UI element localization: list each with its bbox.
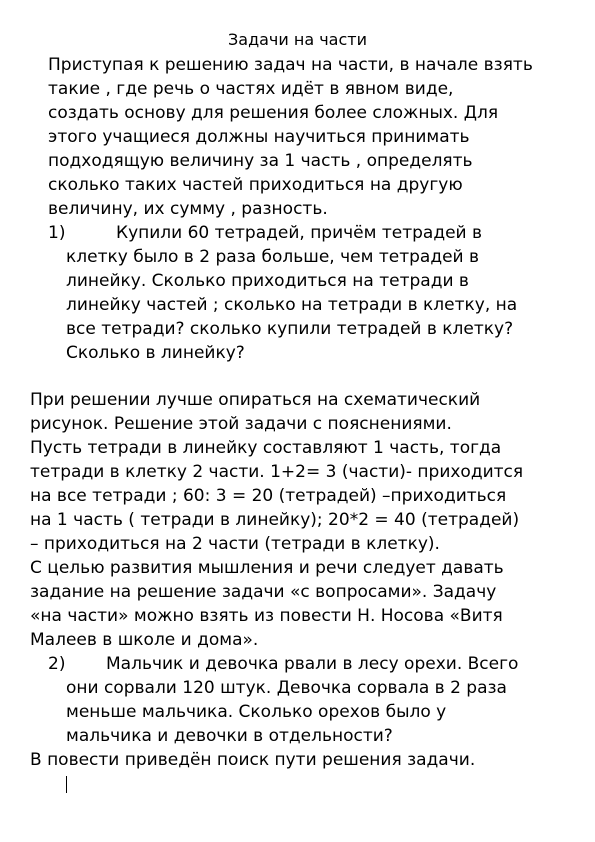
solution-line: рисунок. Решение этой задачи с пояснениями. [30, 414, 452, 434]
task1-number: 1) [48, 223, 66, 243]
task2-line: они сорвали 120 штук. Девочка сорвала в 2 раза [66, 678, 507, 698]
intro-line: такие , где речь о частях идёт в явном виде, [48, 79, 454, 99]
solution-line: на все тетради ; 60: 3 = 20 (тетрадей) –приходиться [30, 486, 507, 506]
task1-line: линейку. Сколько приходиться на тетради в [66, 271, 469, 291]
intro-line: Приступая к решению задач на части, в начале взять [48, 55, 533, 75]
solution-line: задание на решение задачи «с вопросами». Задачу [30, 582, 497, 602]
task2-number: 2) [48, 654, 66, 674]
task2-line: меньше мальчика. Сколько орехов было у [66, 702, 447, 722]
solution-line: – приходиться на 2 части (тетради в клетку). [30, 534, 440, 554]
closing-line: В повести приведён поиск пути решения задачи. [30, 750, 476, 770]
solution-line: на 1 часть ( тетради в линейку); 20*2 = 40 (тетрадей) [30, 510, 520, 530]
intro-line: создать основу для решения более сложных. Для [48, 103, 499, 123]
intro-line: сколько таких частей приходиться на другую [48, 175, 463, 195]
page-title: Задачи на части [228, 30, 367, 49]
solution-line: Пусть тетради в линейку составляют 1 часть, тогда [30, 438, 502, 458]
text-cursor [66, 776, 67, 793]
intro-line: подходящую величину за 1 часть , определять [48, 151, 473, 171]
intro-line: этого учащиеся должны научиться принимать [48, 127, 470, 147]
task1-line: Сколько в линейку? [66, 343, 245, 363]
task2-line: мальчика и девочки в отдельности? [66, 726, 393, 746]
intro-line: величину, их сумму , разность. [48, 199, 328, 219]
solution-line: Малеев в школе и дома». [30, 630, 259, 650]
solution-line: При решении лучше опираться на схематический [30, 390, 481, 410]
task1-first-line: Купили 60 тетрадей, причём тетрадей в [116, 223, 483, 243]
task1-line: клетку было в 2 раза больше, чем тетрадей в [66, 247, 479, 267]
solution-line: «на части» можно взять из повести Н. Носова «Витя [30, 606, 503, 626]
solution-line: тетради в клетку 2 части. 1+2= 3 (части)- приходится [30, 462, 524, 482]
task1-line: линейку частей ; сколько на тетради в клетку, на [66, 295, 518, 315]
task1-line: все тетради? сколько купили тетрадей в клетку? [66, 319, 514, 339]
task2-first-line: Мальчик и девочка рвали в лесу орехи. Всего [106, 654, 519, 674]
solution-line: С целью развития мышления и речи следует давать [30, 558, 504, 578]
